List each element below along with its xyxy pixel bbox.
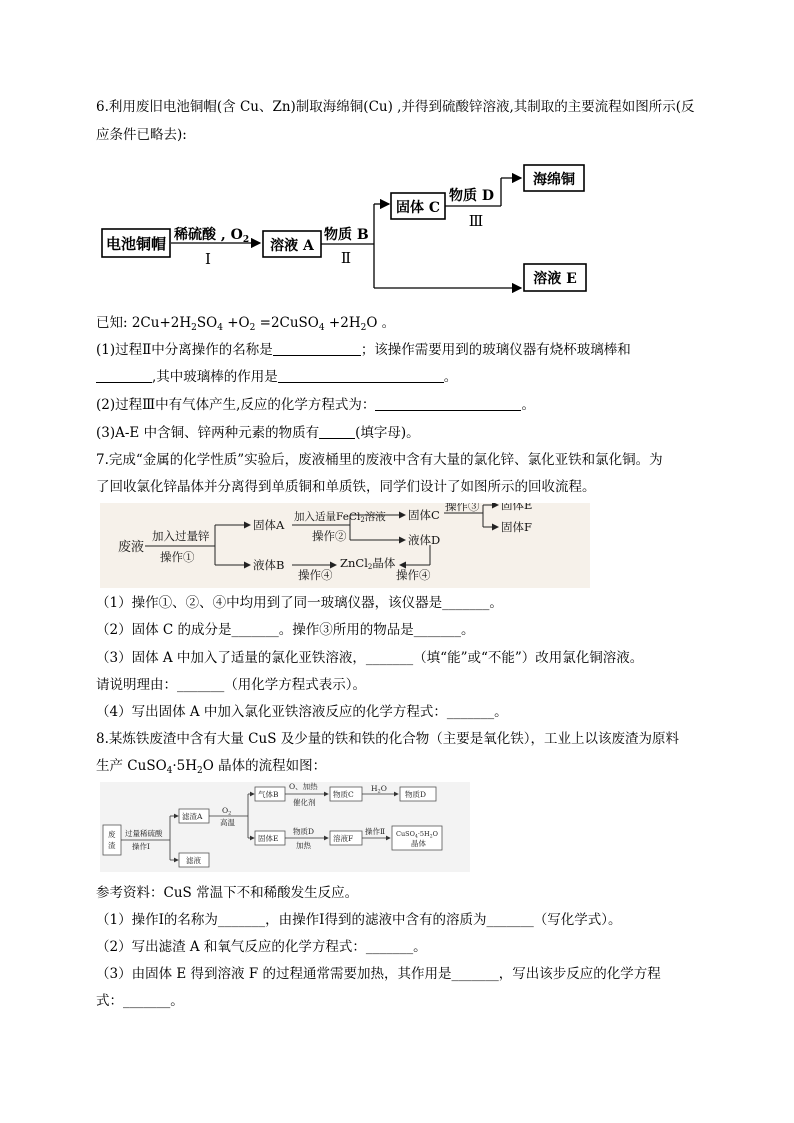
q8-arrow-5-top: 物质D (293, 827, 315, 836)
q7-solid-f: 固体F (501, 520, 532, 534)
q6-arrow-2-bottom: Ⅱ (340, 249, 352, 267)
q7-stem-line1: 7.完成“金属的化学性质”实验后，废液桶里的废液中含有大量的氯化锌、氯化亚铁和氯化铜。为 (96, 452, 663, 468)
q7-question-3-line1: （3）固体 A 中加入了适量的氯化亚铁溶液，_______（填“能”或“不能”）改用氯化铜溶液。 (96, 650, 644, 666)
q8-question-3-line1: （3）由固体 E 得到溶液 F 的过程通常需要加热，其作用是_______，写出该步反应的化学方程 (96, 966, 661, 982)
q6-known-equation: 已知: $2Cu+2H_2SO_4 +O_2$ =2CuSO$_4$ $+2H_2O$ 。 (96, 315, 396, 333)
q7-solid-c: 固体C (408, 508, 440, 522)
q7-stem-line2: 了回收氯化锌晶体并分离得到单质铜和单质铁，同学们设计了如图所示的回收流程。 (96, 479, 596, 495)
q8-question-3-line2: 式：_______。 (96, 993, 184, 1009)
q8-start-1: 废 (108, 830, 116, 839)
q8-solution-f: 溶液F (333, 834, 354, 843)
q7-question-2: （2）固体 C 的成分是_______。操作③所用的物品是_______。 (96, 622, 475, 638)
q8-filtrate: 滤液 (186, 856, 201, 865)
q8-arrow-3-top: O、加热 (289, 782, 318, 791)
q8-arrow-1-bottom: 操作Ⅰ (132, 842, 150, 851)
q6-question-1-line1: (1)过程Ⅱ中分离操作的名称是 ；该操作需要用到的玻璃仪器有烧杯玻璃棒和 (96, 337, 706, 363)
q8-stem-line1: 8.某炼铁废渣中含有大量 CuS 及少量的铁和铁的化合物（主要是氧化铁），工业上以该废渣为原料 (96, 731, 679, 747)
q7-arrow-2-bottom: 操作② (312, 529, 347, 543)
q6-arrow-3-bottom: Ⅲ (468, 212, 484, 230)
answer-blank[interactable] (96, 366, 152, 383)
q8-flow-diagram (100, 782, 470, 872)
q7-question-3-line2: 请说明理由：_______（用化学方程式表示）。 (96, 677, 366, 693)
q6-box-e-label: 溶液 E (533, 271, 577, 287)
q6-question-1-line2: ,其中玻璃棒的作用是 。 (96, 364, 706, 390)
q8-arrow-5-bottom: 加热 (296, 841, 311, 850)
q6-box-c-label: 固体 C (395, 200, 441, 216)
q6-box-a-label: 溶液 A (270, 238, 314, 254)
q6-arrow-3-top: 物质 D (449, 188, 495, 204)
q8-question-1: （1）操作Ⅰ的名称为_______，由操作Ⅰ得到的滤液中含有的溶质为_______（写化学式）。 (96, 912, 622, 928)
answer-blank[interactable] (273, 339, 361, 356)
q6-box-start-label: 电池铜帽 (105, 235, 167, 253)
q8-residue-a: 滤渣A (182, 812, 203, 821)
q8-reference: 参考资料：CuS 常温下不和稀酸发生反应。 (96, 885, 359, 901)
q8-stem-line2: 生产 $CuSO_4\cdot 5H_2O$ 晶体的流程如图： (96, 758, 327, 776)
q7-arrow-1-top: 加入过量锌 (152, 529, 210, 543)
q8-product: $CuSO_4\cdot 5H_2O$ (396, 830, 438, 840)
answer-blank[interactable] (278, 366, 444, 383)
q8-substance-c: 物质C (333, 790, 354, 799)
q8-arrow-2-bottom: 高温 (220, 818, 235, 827)
q7-solid-e: 固体E (501, 503, 533, 512)
q8-start-2: 渣 (108, 841, 116, 850)
q7-arrow-3: 操作③ (445, 503, 480, 513)
q7-solid-a: 固体A (253, 518, 285, 532)
q7-flow-diagram (100, 503, 590, 588)
q6-box-sponge-copper-label: 海绵铜 (533, 172, 575, 188)
q6-stem-line2: 应条件已略去): (96, 127, 187, 143)
q7-question-4: （4）写出固体 A 中加入氯化亚铁溶液反应的化学方程式：_______。 (96, 704, 508, 720)
q8-arrow-2-top: $O_2$ (222, 806, 232, 817)
answer-blank[interactable] (319, 422, 355, 439)
answer-blank[interactable] (375, 394, 521, 411)
q8-arrow-3-bottom: 催化剂 (293, 798, 316, 807)
q6-stem-line1: 6.利用废旧电池铜帽(含 Cu、Zn)制取海绵铜(Cu) ,并得到硫酸锌溶液,其制取的主要流程如图所示(反 (96, 99, 695, 115)
q8-gas-b: 气体B (258, 790, 279, 799)
q7-question-1: （1）操作①、②、④中均用到了同一玻璃仪器，该仪器是_______。 (96, 595, 503, 611)
q7-op4-left: 操作④ (298, 568, 333, 582)
q7-zncl2-crystal: ZnCl2晶体 (340, 556, 396, 571)
q7-arrow-1-bottom: 操作① (160, 550, 195, 564)
q6-flow-diagram (96, 160, 596, 300)
q8-substance-d: 物质D (405, 790, 427, 799)
q8-arrow-4: $H_2O$ (371, 784, 387, 795)
q6-arrow-2-top: 物质 B (324, 227, 369, 243)
q8-arrow-6: 操作Ⅱ (365, 827, 386, 836)
q6-arrow-1-bottom: Ⅰ (205, 250, 211, 268)
q8-question-2: （2）写出滤渣 A 和氧气反应的化学方程式：_______。 (96, 939, 427, 955)
q7-liquid-b: 液体B (253, 558, 285, 572)
q6-question-2: (2)过程Ⅲ中有气体产生,反应的化学方程式为： 。 (96, 392, 706, 418)
q6-question-3: (3)A-E 中含铜、锌两种元素的物质有 (填字母)。 (96, 420, 706, 446)
q8-product-crystal: 晶体 (411, 839, 426, 848)
q8-arrow-1-top: 过量稀硫酸 (125, 829, 163, 838)
q7-arrow-2-top: 加入适量FeCl2溶液 (294, 511, 386, 524)
q7-start: 废液 (118, 540, 145, 555)
q8-solid-e: 固体E (258, 834, 279, 843)
q7-op4-right: 操作④ (396, 568, 431, 582)
q6-arrow-1-top: 稀硫酸 , $O_2$ (174, 227, 250, 245)
q7-liquid-d: 液体D (408, 533, 441, 547)
